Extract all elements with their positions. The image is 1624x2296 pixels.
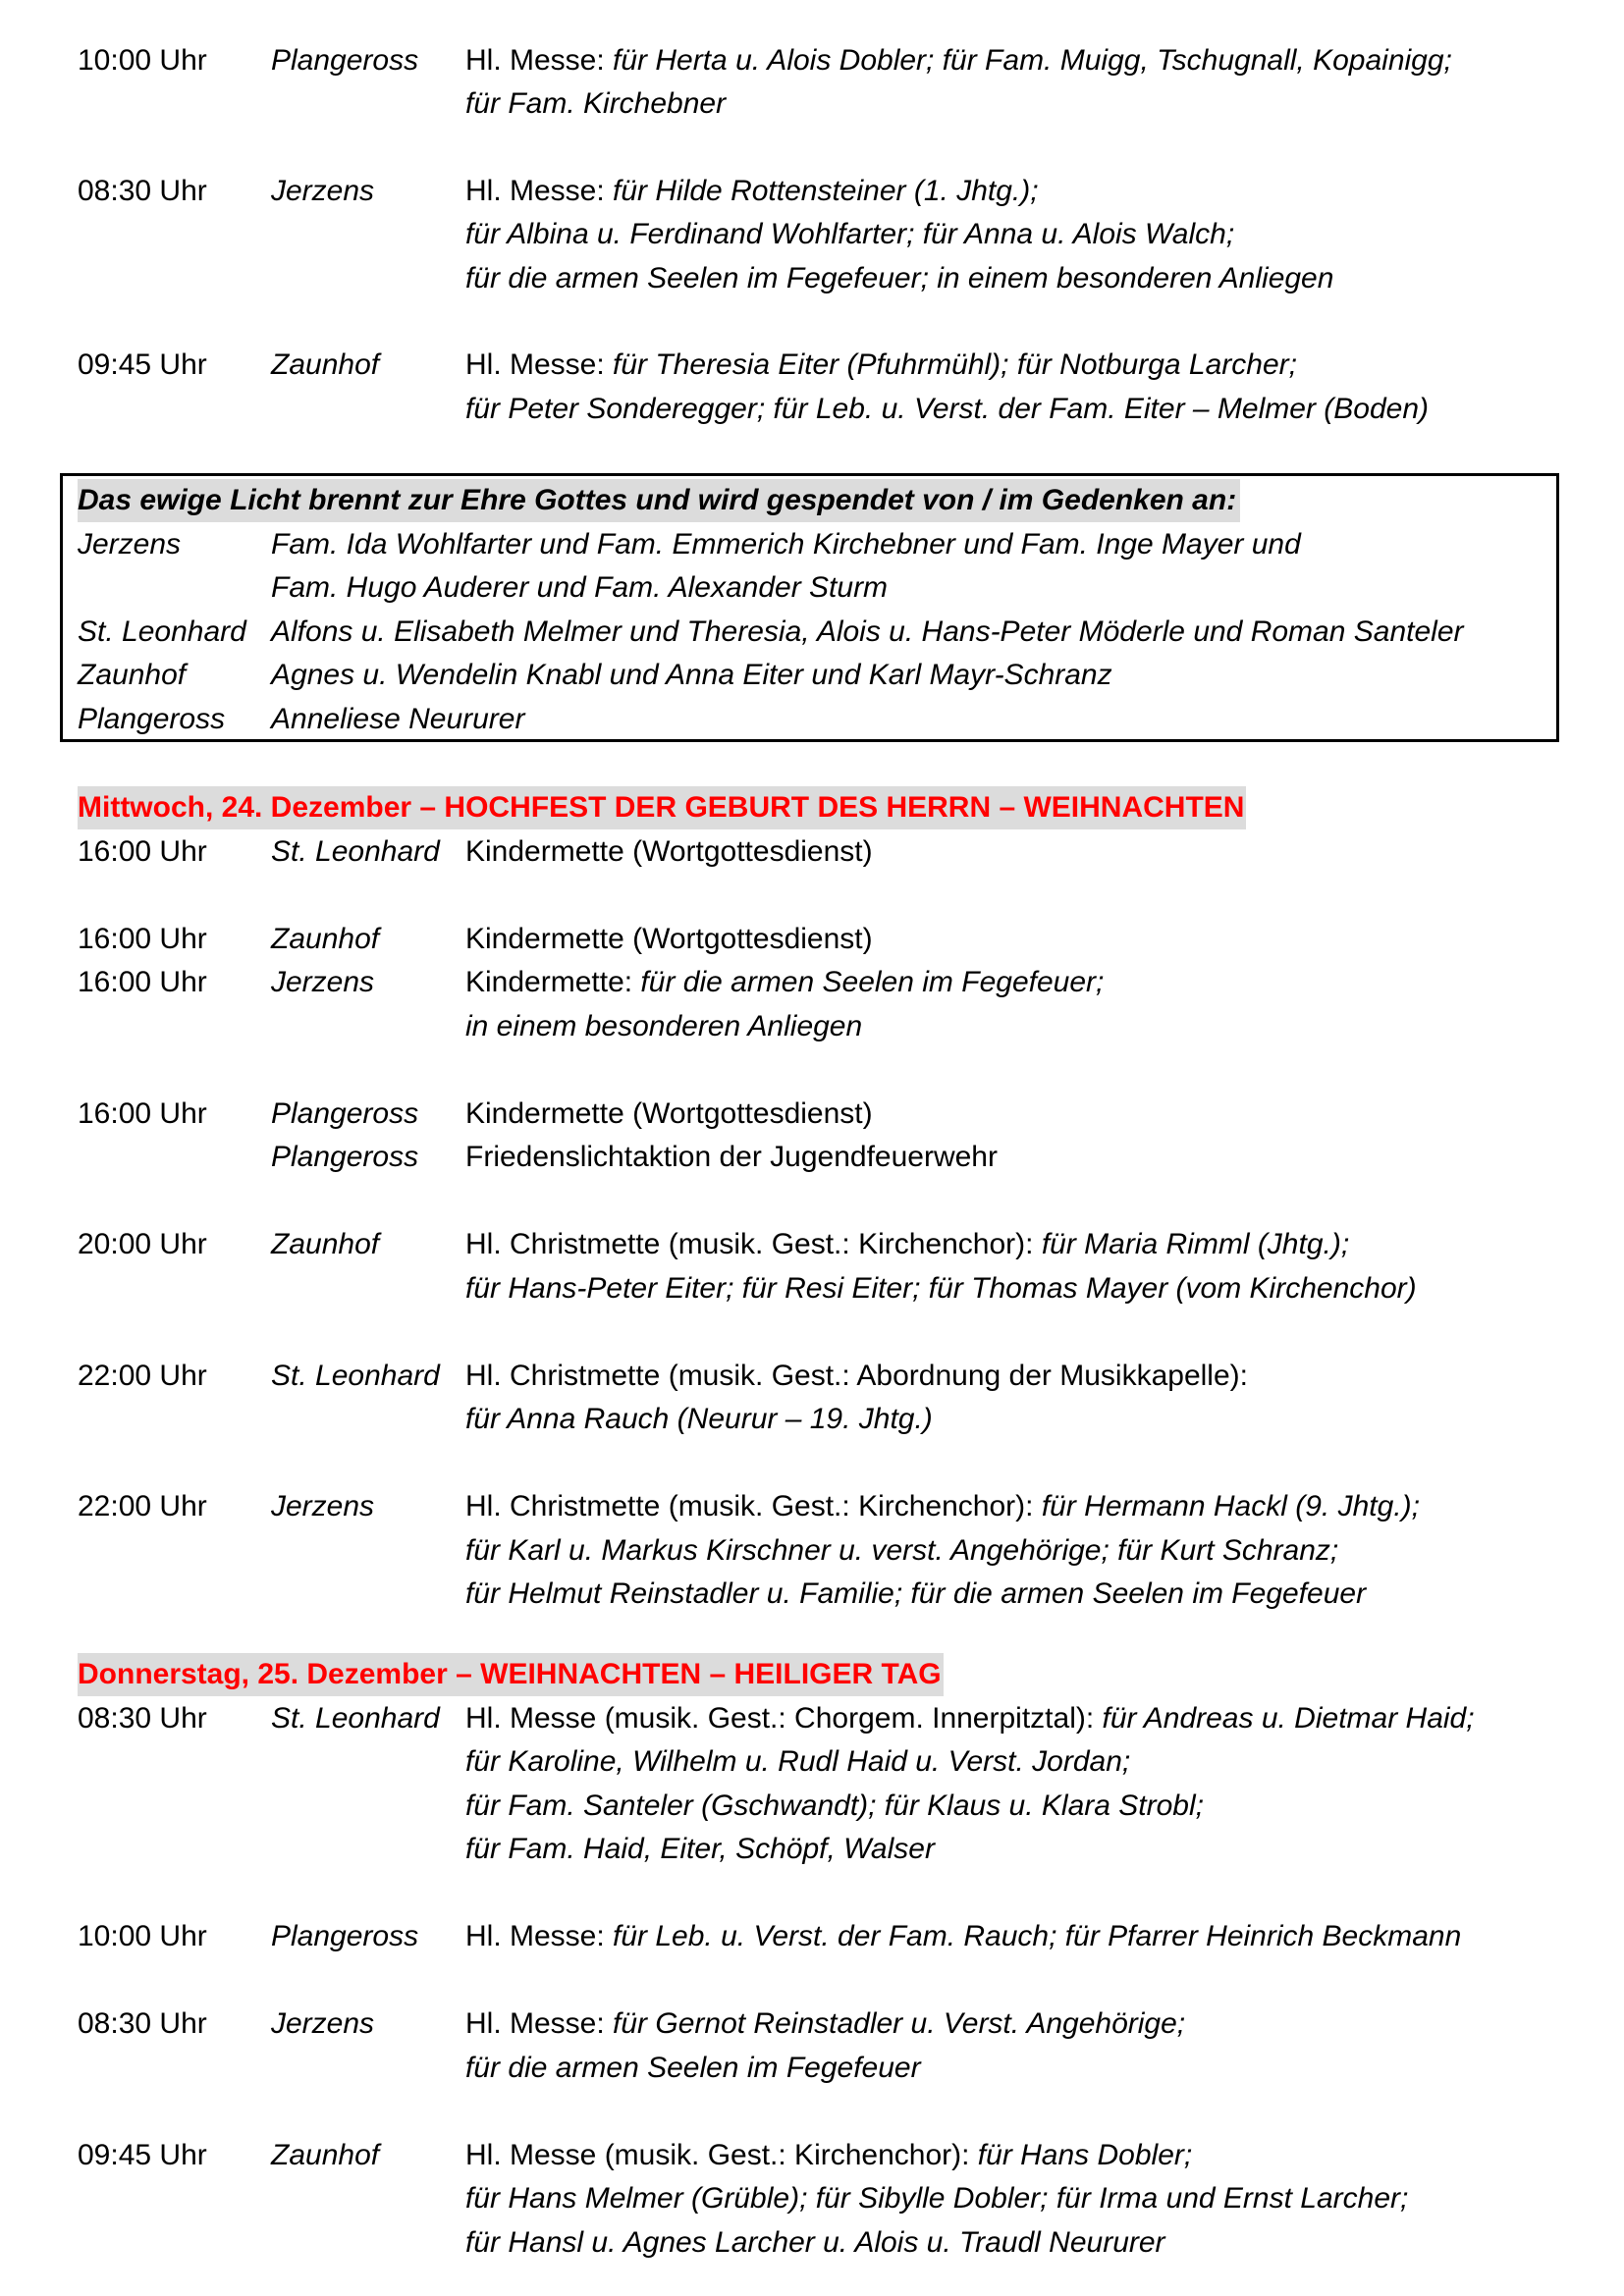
entry-time: 09:45 Uhr: [78, 2139, 207, 2171]
entry-place: St. Leonhard: [271, 835, 440, 868]
eternal-light-names: Fam. Hugo Auderer und Fam. Alexander Sturm: [271, 571, 889, 604]
entry-time: 22:00 Uhr: [78, 1360, 207, 1392]
entry-place: Plangeross: [271, 1920, 419, 1952]
entry-time: 08:30 Uhr: [78, 1702, 207, 1735]
entry-text: Friedenslichtaktion der Jugendfeuerwehr: [465, 1141, 998, 1173]
entry-place: Zaunhof: [271, 1228, 380, 1260]
day-heading-25-dec: Donnerstag, 25. Dezember – WEIHNACHTEN – HEILIGER TAG: [78, 1653, 944, 1696]
entry-text: Kindermette (Wortgottesdienst): [465, 1097, 873, 1130]
entry-text-line: für Karoline, Wilhelm u. Rudl Haid u. Verst. Jordan;: [465, 1745, 1131, 1778]
entry-time: 16:00 Uhr: [78, 1097, 207, 1130]
entry-text: Hl. Messe (musik. Gest.: Chorgem. Innerpitztal): für Andreas u. Dietmar Haid;: [465, 1702, 1475, 1735]
eternal-light-names: Fam. Ida Wohlfarter und Fam. Emmerich Kirchebner und Fam. Inge Mayer und: [271, 528, 1301, 561]
entry-time: 16:00 Uhr: [78, 835, 207, 868]
entry-text: Kindermette: für die armen Seelen im Fegefeuer;: [465, 966, 1105, 998]
eternal-light-title: Das ewige Licht brennt zur Ehre Gottes und wird gespendet von / im Gedenken an:: [78, 479, 1240, 522]
eternal-light-place: Zaunhof: [78, 659, 187, 691]
eternal-light-names: Alfons u. Elisabeth Melmer und Theresia, Alois u. Hans-Peter Möderle und Roman Santeler: [271, 615, 1464, 648]
eternal-light-place: St. Leonhard: [78, 615, 246, 648]
entry-place: Jerzens: [271, 2007, 375, 2040]
entry-text: Hl. Christmette (musik. Gest.: Kirchenchor): für Hermann Hackl (9. Jhtg.);: [465, 1490, 1420, 1522]
entry-place: Plangeross: [271, 44, 419, 77]
entry-text: Hl. Messe: für Hilde Rottensteiner (1. Jhtg.);: [465, 175, 1039, 207]
entry-time: 16:00 Uhr: [78, 923, 207, 955]
entry-text-line: für Peter Sonderegger; für Leb. u. Verst. der Fam. Eiter – Melmer (Boden): [465, 393, 1429, 425]
entry-time: 08:30 Uhr: [78, 175, 207, 207]
entry-text: Kindermette (Wortgottesdienst): [465, 923, 873, 955]
entry-text-line: für Hans-Peter Eiter; für Resi Eiter; für Thomas Mayer (vom Kirchenchor): [465, 1272, 1417, 1305]
entry-place: Zaunhof: [271, 923, 380, 955]
entry-text: Hl. Christmette (musik. Gest.: Kirchenchor): für Maria Rimml (Jhtg.);: [465, 1228, 1350, 1260]
entry-text-line: für die armen Seelen im Fegefeuer: [465, 2052, 921, 2084]
entry-place: Zaunhof: [271, 348, 380, 381]
entry-time: 20:00 Uhr: [78, 1228, 207, 1260]
entry-place: Jerzens: [271, 175, 375, 207]
entry-text: Kindermette (Wortgottesdienst): [465, 835, 873, 868]
entry-time: 22:00 Uhr: [78, 1490, 207, 1522]
entry-text-line: für Anna Rauch (Neurur – 19. Jhtg.): [465, 1403, 933, 1435]
entry-time: 09:45 Uhr: [78, 348, 207, 381]
entry-place: St. Leonhard: [271, 1360, 440, 1392]
entry-text: Hl. Christmette (musik. Gest.: Abordnung der Musikkapelle):: [465, 1360, 1248, 1392]
entry-text: Hl. Messe: für Herta u. Alois Dobler; für Fam. Muigg, Tschugnall, Kopainigg;: [465, 44, 1452, 77]
entry-text-line: für Albina u. Ferdinand Wohlfarter; für Anna u. Alois Walch;: [465, 218, 1235, 250]
entry-text-line: für Fam. Santeler (Gschwandt); für Klaus u. Klara Strobl;: [465, 1789, 1204, 1822]
entry-text: Hl. Messe: für Leb. u. Verst. der Fam. Rauch; für Pfarrer Heinrich Beckmann: [465, 1920, 1462, 1952]
entry-text-line: in einem besonderen Anliegen: [465, 1010, 863, 1042]
entry-place: St. Leonhard: [271, 1702, 440, 1735]
eternal-light-names: Agnes u. Wendelin Knabl und Anna Eiter und Karl Mayr-Schranz: [271, 659, 1112, 691]
entry-text-line: für Helmut Reinstadler u. Familie; für die armen Seelen im Fegefeuer: [465, 1577, 1367, 1610]
entry-time: 16:00 Uhr: [78, 966, 207, 998]
entry-time: 10:00 Uhr: [78, 1920, 207, 1952]
entry-text: Hl. Messe (musik. Gest.: Kirchenchor): für Hans Dobler;: [465, 2139, 1193, 2171]
day-heading-24-dec: Mittwoch, 24. Dezember – HOCHFEST DER GEBURT DES HERRN – WEIHNACHTEN: [78, 786, 1246, 829]
entry-place: Zaunhof: [271, 2139, 380, 2171]
eternal-light-names: Anneliese Neururer: [271, 703, 525, 735]
entry-place: Jerzens: [271, 1490, 375, 1522]
entry-text-line: für die armen Seelen im Fegefeuer; in einem besonderen Anliegen: [465, 262, 1334, 294]
entry-time: 10:00 Uhr: [78, 44, 207, 77]
entry-text-line: für Karl u. Markus Kirschner u. verst. Angehörige; für Kurt Schranz;: [465, 1534, 1339, 1567]
eternal-light-place: Jerzens: [78, 528, 182, 561]
entry-text-line: für Hans Melmer (Grüble); für Sibylle Dobler; für Irma und Ernst Larcher;: [465, 2182, 1409, 2215]
entry-text-line: für Fam. Haid, Eiter, Schöpf, Walser: [465, 1833, 935, 1865]
entry-text-line: für Fam. Kirchebner: [465, 87, 727, 120]
entry-text: Hl. Messe: für Theresia Eiter (Pfuhrmühl); für Notburga Larcher;: [465, 348, 1297, 381]
entry-time: 08:30 Uhr: [78, 2007, 207, 2040]
eternal-light-place: Plangeross: [78, 703, 226, 735]
entry-text: Hl. Messe: für Gernot Reinstadler u. Verst. Angehörige;: [465, 2007, 1186, 2040]
entry-text-line: für Hansl u. Agnes Larcher u. Alois u. Traudl Neururer: [465, 2226, 1165, 2259]
entry-place: Jerzens: [271, 966, 375, 998]
entry-place: Plangeross: [271, 1097, 419, 1130]
entry-place: Plangeross: [271, 1141, 419, 1173]
